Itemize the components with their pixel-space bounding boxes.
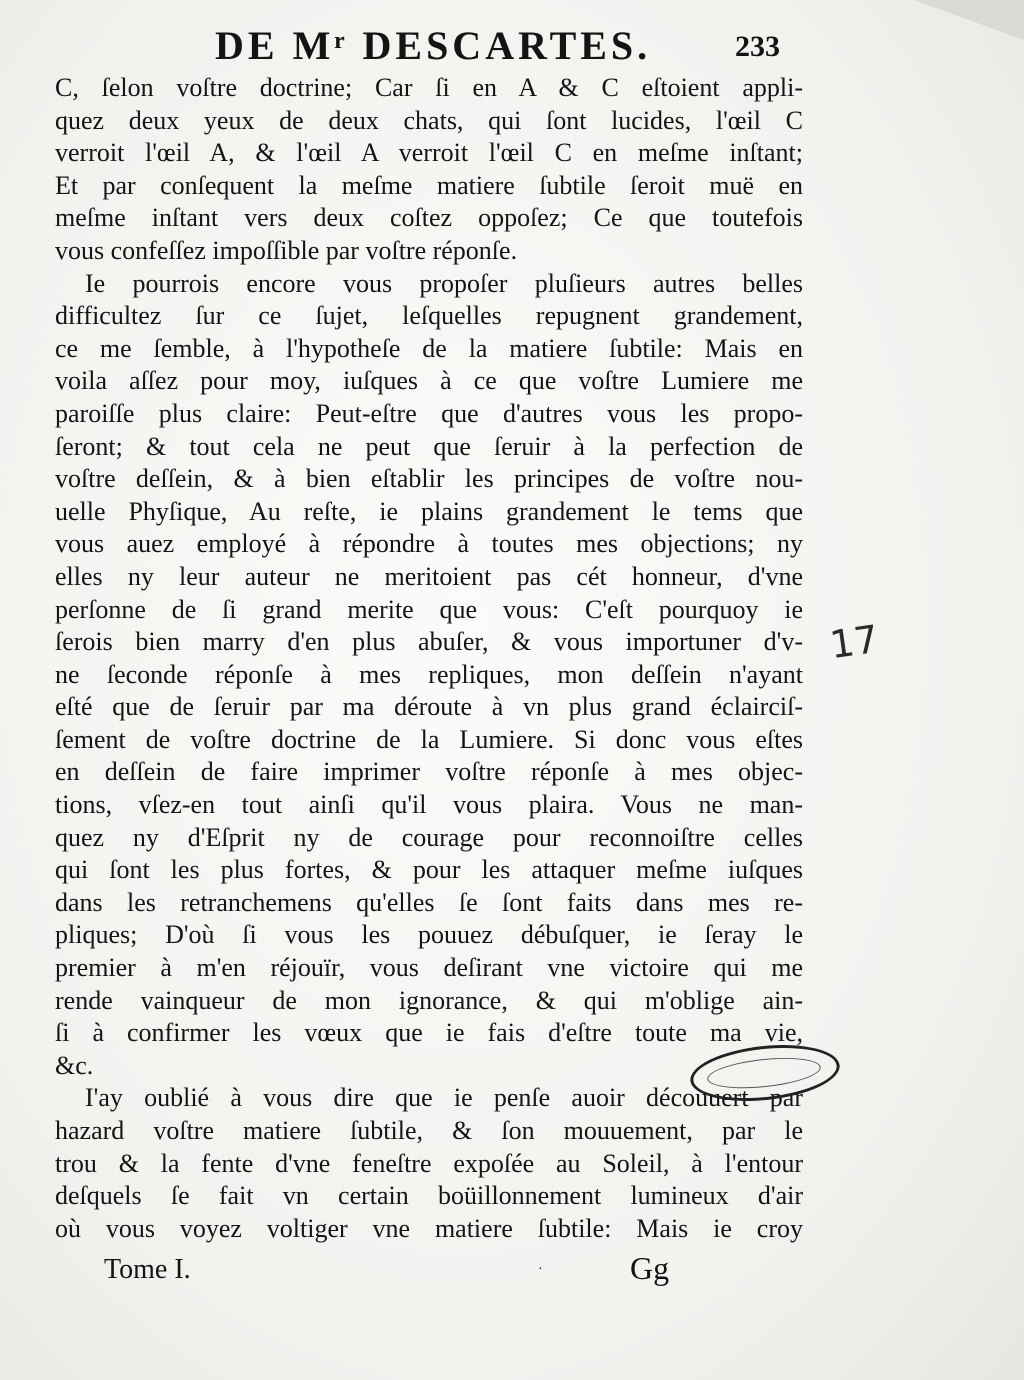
- text-line: premier à m'en réjouïr, vous deſirant vne victoire qui me: [55, 953, 803, 983]
- running-title: DE Mʳ DESCARTES.: [215, 23, 652, 68]
- volume-label: Tome I.: [104, 1254, 191, 1285]
- page-number: 233: [735, 30, 780, 63]
- text-line: quez deux yeux de deux chats, qui ſont lucides, l'œil C: [55, 105, 803, 135]
- text-line: verroit l'œil A, & l'œil A verroit l'œil C en meſme inſtant;: [55, 138, 803, 168]
- text-line: difficultez ſur ce ſujet, leſquelles repugnent grandement,: [55, 301, 803, 331]
- text-line: ne ſeconde réponſe à mes repliques, mon deſſein n'ayant: [55, 659, 803, 689]
- text-line: quez ny d'Eſprit ny de courage pour reconnoiſtre celles: [55, 822, 803, 852]
- text-line: &c.: [55, 1050, 94, 1080]
- text-line: qui ſont les plus fortes, & pour les attaquer meſme iuſques: [55, 855, 803, 885]
- text-line: ce me ſemble, à l'hypotheſe de la matiere ſubtile: Mais en: [55, 333, 803, 363]
- text-line: ſeront; & tout cela ne peut que ſeruir à la perfection de: [55, 431, 803, 461]
- text-line: voila aſſez pour moy, iuſques à ce que voſtre Lumiere me: [55, 366, 803, 396]
- text-line: elles ny leur auteur ne meritoient pas cét honneur, d'vne: [55, 561, 803, 591]
- text-line: eſté que de ſeruir par ma déroute à vn plus grand éclairciſ-: [55, 692, 803, 722]
- text-line: trou & la fente d'vne feneſtre expoſée au Soleil, à l'entour: [55, 1148, 803, 1178]
- text-line: ſerois bien marry d'en plus abuſer, & vous importuner d'v-: [55, 627, 803, 657]
- text-line: ſi à confirmer les vœux que ie fais d'eſtre toute ma vie,: [55, 1018, 803, 1048]
- text-line: ſement de voſtre doctrine de la Lumiere. Si donc vous eſtes: [55, 724, 803, 754]
- text-line: Et par conſequent la meſme matiere ſubtile ſeroit muë en: [55, 170, 803, 200]
- text-line: C, ſelon voſtre doctrine; Car ſi en A & C eſtoient appli-: [55, 73, 803, 102]
- text-line: vous auez employé à répondre à toutes mes objections; ny: [55, 529, 803, 559]
- text-line: deſquels ſe fait vn certain boüillonnement lumineux d'air: [55, 1181, 803, 1211]
- text-line: pliques; D'où ſi vous les pouuez débuſquer, ie ſeray le: [55, 920, 803, 950]
- body-text: [55, 72, 803, 1245]
- handwritten-margin-note: 17: [827, 616, 882, 668]
- text-line: meſme inſtant vers deux coſtez oppoſez; Ce que toutefois: [55, 203, 803, 233]
- paragraph-start: I'ay oublié à vous dire que ie penſe auoir découuert par: [85, 1083, 803, 1113]
- text-line: en deſſein de faire imprimer voſtre réponſe à mes objec-: [55, 757, 803, 787]
- text-line: rende vainqueur de mon ignorance, & qui m'oblige ain-: [55, 985, 803, 1015]
- text-line: uelle Phyſique, Au reſte, ie plains grandement le tems que: [55, 496, 803, 526]
- paragraph-start: Ie pourrois encore vous propoſer pluſieurs autres belles: [85, 268, 803, 298]
- text-line: où vous voyez voltiger vne matiere ſubtile: Mais ie croy: [55, 1213, 803, 1243]
- folded-corner: [914, 0, 1024, 40]
- text-line: voſtre deſſein, & à bien eſtablir les principes de voſtre nou-: [55, 464, 803, 494]
- text-line: hazard voſtre matiere ſubtile, & ſon mouuement, par le: [55, 1116, 803, 1145]
- text-line: perſonne de ſi grand merite que vous: C'eſt pourquoy ie: [55, 594, 803, 624]
- signature-mark: Gg: [630, 1250, 670, 1286]
- text-line: dans les retranchemens qu'elles ſe ſont faits dans mes re-: [55, 887, 803, 917]
- text-line: paroiſſe plus claire: Peut-eſtre que d'autres vous les propo-: [55, 398, 803, 428]
- footer-ornament: ·: [538, 1262, 543, 1277]
- text-line: vous confeſſez impoſſible par voſtre réponſe.: [55, 235, 518, 265]
- text-line: tions, vſez-en tout ainſi qu'il vous plaira. Vous ne man-: [55, 790, 803, 820]
